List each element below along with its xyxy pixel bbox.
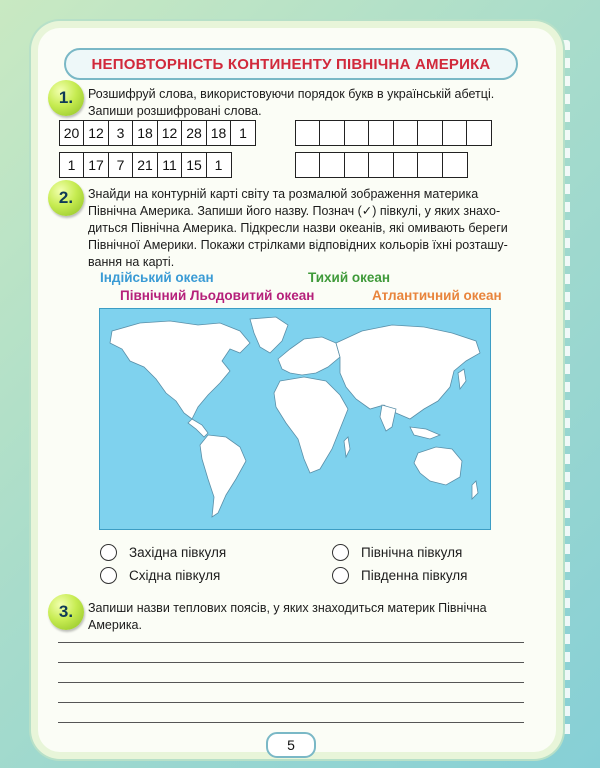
answer-line[interactable]: [58, 682, 524, 683]
option-eastern-hemisphere[interactable]: Східна півкуля: [100, 567, 220, 584]
answer-line[interactable]: [58, 642, 524, 643]
answer-row-2[interactable]: [296, 152, 468, 178]
task-3-line-1: Запиши назви теплових поясів, у яких знаходиться материк Північна: [88, 601, 487, 615]
decorative-right-dashes: [560, 40, 570, 740]
answer-cell[interactable]: [417, 120, 443, 146]
answer-line[interactable]: [58, 702, 524, 703]
cipher-cell: 3: [108, 120, 134, 146]
task-3-number: 3.: [58, 602, 74, 621]
cipher-row-2: [60, 152, 232, 178]
answer-cell[interactable]: [319, 120, 345, 146]
world-contour-map[interactable]: [99, 308, 491, 530]
europe-outline: [278, 337, 340, 375]
task-3-text: [88, 600, 487, 634]
answer-cell[interactable]: [442, 152, 468, 178]
cipher-cell: 11: [157, 152, 183, 178]
cipher-cell: 1: [59, 152, 85, 178]
answer-cell[interactable]: [442, 120, 468, 146]
ocean-indian[interactable]: Індійський океан: [100, 270, 214, 285]
task-1-text: [88, 86, 494, 120]
task-1-line-1: Розшифруй слова, використовуючи порядок букв в українській абетці.: [88, 87, 495, 101]
ocean-arctic[interactable]: Північний Льодовитий океан: [120, 288, 315, 303]
cipher-cell: 17: [83, 152, 109, 178]
cipher-cell: 21: [132, 152, 158, 178]
answer-cell[interactable]: [368, 120, 394, 146]
option-southern-hemisphere[interactable]: Південна півкуля: [332, 567, 467, 584]
cipher-cell: 20: [59, 120, 85, 146]
answer-cell[interactable]: [466, 120, 492, 146]
cipher-cell: 28: [181, 120, 207, 146]
world-map-svg: [100, 309, 490, 529]
answer-line[interactable]: [58, 722, 524, 723]
radio-circle[interactable]: [332, 544, 349, 561]
task-2-line-2: Північна Америка. Запиши його назву. Познач (✓) півкулі, у яких знахо-: [88, 204, 501, 218]
option-northern-hemisphere[interactable]: Північна півкуля: [332, 544, 462, 561]
decorative-top-dashes: [60, 20, 530, 28]
answer-cell[interactable]: [393, 152, 419, 178]
answer-row-1[interactable]: [296, 120, 492, 146]
cipher-cell: 18: [132, 120, 158, 146]
cipher-cell: 15: [181, 152, 207, 178]
option-western-hemisphere[interactable]: Західна півкуля: [100, 544, 226, 561]
task-3-line-2: Америка.: [88, 618, 142, 632]
australia-outline: [414, 447, 462, 485]
answer-cell[interactable]: [344, 120, 370, 146]
answer-cell[interactable]: [295, 152, 321, 178]
radio-circle[interactable]: [100, 544, 117, 561]
answer-cell[interactable]: [319, 152, 345, 178]
task-2-line-3: диться Північна Америка. Підкресли назви океанів, які омивають береги: [88, 221, 508, 235]
task-2-badge: [48, 180, 84, 216]
page-title: НЕПОВТОРНІСТЬ КОНТИНЕНТУ ПІВНІЧНА АМЕРИКА: [91, 55, 491, 73]
indonesia-outline: [410, 427, 440, 439]
cipher-row-1: [60, 120, 256, 146]
india-outline: [380, 405, 396, 431]
new-zealand-outline: [472, 481, 478, 499]
asia-outline: [336, 325, 480, 419]
greenland-outline: [250, 317, 288, 353]
task-1-number: 1.: [58, 88, 74, 107]
cipher-cell: 12: [157, 120, 183, 146]
cipher-cell: 12: [83, 120, 109, 146]
ocean-pacific[interactable]: Тихий океан: [308, 270, 391, 285]
answer-cell[interactable]: [344, 152, 370, 178]
cipher-cell: 18: [206, 120, 232, 146]
japan-outline: [458, 369, 466, 389]
answer-line[interactable]: [58, 662, 524, 663]
answer-cell[interactable]: [368, 152, 394, 178]
task-2-line-5: вання на карті.: [88, 255, 175, 269]
task-2-line-1: Знайди на контурній карті світу та розмалюй зображення материка: [88, 187, 479, 201]
ocean-atlantic[interactable]: Атлантичний океан: [372, 288, 502, 303]
title-bar: [64, 48, 518, 80]
page-number: 5: [266, 732, 316, 758]
north-america-outline[interactable]: [110, 321, 250, 419]
task-3-badge: [48, 594, 84, 630]
cipher-cell: 7: [108, 152, 134, 178]
south-america-outline: [200, 435, 246, 517]
africa-outline: [274, 377, 348, 473]
central-america-outline: [188, 419, 208, 437]
madagascar-outline: [344, 437, 350, 457]
task-1-line-2: Запиши розшифровані слова.: [88, 104, 262, 118]
cipher-cell: 1: [230, 120, 256, 146]
task-1-badge: [48, 80, 84, 116]
answer-cell[interactable]: [393, 120, 419, 146]
answer-cell[interactable]: [417, 152, 443, 178]
cipher-cell: 1: [206, 152, 232, 178]
task-2-text: [88, 186, 508, 271]
radio-circle[interactable]: [332, 567, 349, 584]
answer-cell[interactable]: [295, 120, 321, 146]
radio-circle[interactable]: [100, 567, 117, 584]
task-2-number: 2.: [58, 188, 74, 207]
task-2-line-4: Північної Америки. Покажи стрілками відповідних кольорів їхні розташу-: [88, 238, 508, 252]
